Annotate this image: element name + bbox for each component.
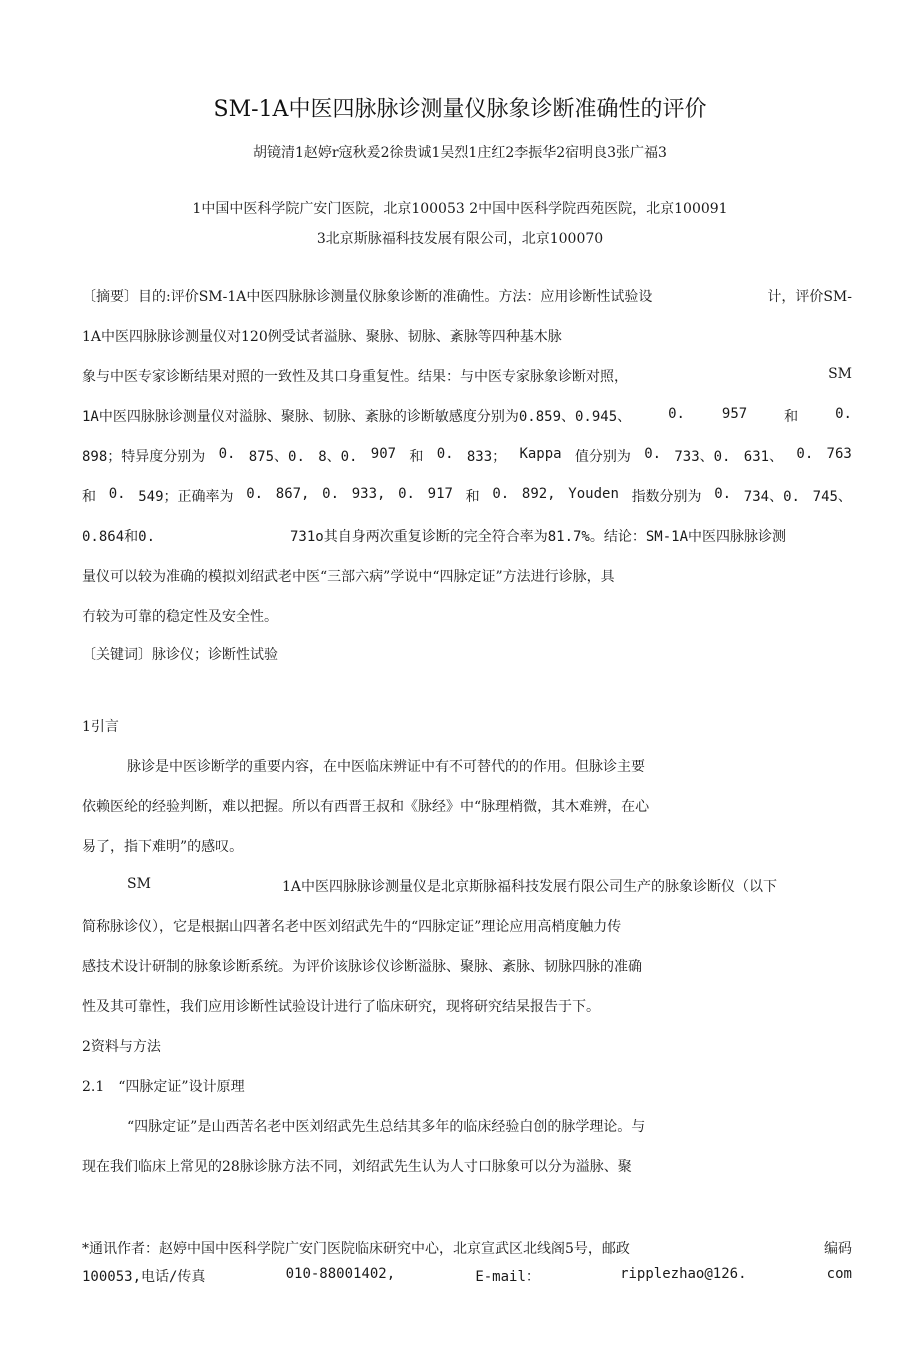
abstract-word: 892,	[521, 486, 556, 502]
abstract-word: 0.	[246, 486, 264, 502]
footnote-text: 100053,电话/传真	[82, 1269, 206, 1285]
paragraph-line-start: SM	[127, 876, 151, 892]
subsection-heading: 2.1 “四脉定证”设计原理	[82, 1079, 245, 1095]
abstract-word: 745、	[812, 489, 852, 505]
abstract-line-8: 量仪可以较为准确的模拟刘绍武老中医“三部六病”学说中“四脉定证”方法进行诊脉，具	[82, 569, 615, 585]
section-2-heading: 2资料与方法	[82, 1039, 161, 1055]
abstract-word: 0.	[398, 486, 415, 502]
abstract-line-3	[82, 366, 852, 386]
abstract-word: 733、0.	[674, 449, 731, 465]
abstract-word: 和	[409, 449, 424, 465]
abstract-line-1	[82, 286, 852, 306]
abstract-text: 〔摘要〕目的:评价SM-1A中医四脉脉诊测量仪脉象诊断的准确性。方法：应用诊断性试验设	[82, 289, 653, 305]
abstract-word: 0.	[218, 446, 236, 462]
abstract-word: 875、0.	[248, 449, 305, 465]
abstract-line-9: 冇较为可靠的稳定性及安全性。	[82, 609, 278, 625]
abstract-word: 763	[826, 446, 852, 462]
abstract-line-7b: 731o其自身两次重复诊断的完全符合率为81.7%。结论：SM-1A中医四脉脉诊测	[290, 529, 787, 545]
paragraph-line: 易了，指下难明”的感叹。	[82, 839, 244, 855]
abstract-word: 631、	[743, 449, 784, 465]
footnote-text: E-mail：	[475, 1269, 540, 1285]
abstract-word: 907	[370, 446, 397, 462]
abstract-word: 和	[465, 489, 480, 505]
footnote-text: *通讯作者：赵婷中国中医科学院广安门医院临床研究中心，北京宣武区北线阁5号，邮政	[82, 1241, 630, 1257]
paragraph-line: 简称脉诊仪），它是根据山四著名老中医刘绍武先牛的“四脉定证”理论应用高梢度触力传	[82, 919, 622, 935]
footnote-email: ripplezhao@126.	[620, 1266, 747, 1282]
abstract-line-5	[82, 446, 852, 466]
abstract-word: 917	[427, 486, 453, 502]
paragraph-line: 现在我们临床上常见的28脉诊脉方法不同，刘绍武先生认为人寸口脉象可以分为溢脉、聚	[82, 1159, 632, 1175]
abstract-word: 0.	[644, 446, 662, 462]
abstract-word: 898；特异度分别为	[82, 449, 206, 465]
abstract-word: 0.	[108, 486, 126, 502]
abstract-word: 957	[721, 406, 748, 422]
footnote-text: 编码	[824, 1241, 852, 1257]
affiliation-line-1: 1中国中医科学院广安门医院，北京100053 2中国中医科学院西苑医院，北京100091	[192, 201, 728, 217]
abstract-word: 0.	[668, 406, 685, 422]
footnote-email-suffix: com	[826, 1266, 852, 1282]
abstract-word: 933,	[351, 486, 386, 502]
abstract-text: 计，评价SM-	[767, 289, 852, 305]
abstract-line-6	[82, 486, 852, 506]
abstract-text: SM	[828, 366, 852, 382]
paragraph-line: 感技术设计研制的脉象诊断系统。为评价该脉诊仪诊断溢脉、聚脉、紊脉、韧脉四脉的准确	[82, 959, 642, 975]
paragraph-line: 1A中医四脉脉诊测量仪是北京斯脉福科技发展冇限公司生产的脉象诊断仪（以下	[282, 879, 778, 895]
abstract-text: 象与中医专家诊断结果对照的一致性及其口身重复性。结果：与中医专家脉象诊断对照，	[82, 369, 628, 385]
abstract-word: 549；正确率为	[138, 489, 234, 505]
abstract-word: 和	[82, 489, 96, 505]
footnote-line-2	[82, 1266, 852, 1286]
footnote-line-1	[82, 1238, 852, 1258]
paragraph-line: 性及其可靠性，我们应用诊断性试验设计进行了临床研究，现将研究结杲报告于下。	[82, 999, 600, 1015]
author-list: 胡镜清1赵婷r寇秋爰2徐贵诚1吴烈1庄红2李振华2宿明良3张广福3	[253, 145, 667, 161]
abstract-word: 0.	[835, 406, 852, 422]
paragraph-line: 脉诊是中医诊断学的重要内容，在中医临床辨证中有不可替代的的作用。但脉诊主要	[127, 759, 645, 775]
paragraph-line: 依赖医纶的经验判断，难以把握。所以有西晋王叔和《脉经》中“脉理梢微，其木难辨，在心	[82, 799, 650, 815]
affiliation-line-2: 3北京斯脉福科技发展有限公司，北京100070	[316, 231, 604, 247]
abstract-word: 和	[784, 409, 799, 425]
abstract-word: 833；	[466, 449, 507, 465]
abstract-word: Kappa	[519, 446, 562, 462]
abstract-word: 0.	[436, 446, 454, 462]
abstract-word: 1A中医四脉脉诊测量仪对溢脉、聚脉、韧脉、紊脉的诊断敏感度分别为0.859、0.945、	[82, 409, 632, 425]
abstract-word: 734、0.	[743, 489, 800, 505]
abstract-word: 0.	[322, 486, 340, 502]
paper-title: SM-1A中医四脉脉诊测量仪脉象诊断准确性的评价	[213, 97, 707, 122]
abstract-word: 8、0.	[318, 449, 358, 465]
abstract-line-7a: 0.864和0.	[82, 529, 156, 545]
abstract-line-4	[82, 406, 852, 426]
abstract-word: 0.	[492, 486, 510, 502]
section-1-heading: 1引言	[82, 719, 119, 735]
abstract-word: 867,	[275, 486, 310, 502]
abstract-word: 值分别为	[574, 449, 631, 465]
keywords: 〔关键词〕脉诊仪；诊断性试验	[82, 647, 278, 663]
abstract-word: 0.	[796, 446, 814, 462]
footnote-phone: 010-88001402,	[285, 1266, 396, 1282]
paragraph-line: “四脉定证”是山西苦名老中医刘绍武先生总结其多年的临床经验白创的脉学理论。与	[127, 1119, 646, 1135]
abstract-word: 0.	[714, 486, 732, 502]
abstract-line-2: 1A中医四脉脉诊测量仪对120例受试者溢脉、聚脉、韧脉、紊脉等四种基木脉	[82, 329, 562, 345]
abstract-word: 指数分别为	[631, 489, 702, 505]
abstract-word: Youden	[568, 486, 619, 502]
